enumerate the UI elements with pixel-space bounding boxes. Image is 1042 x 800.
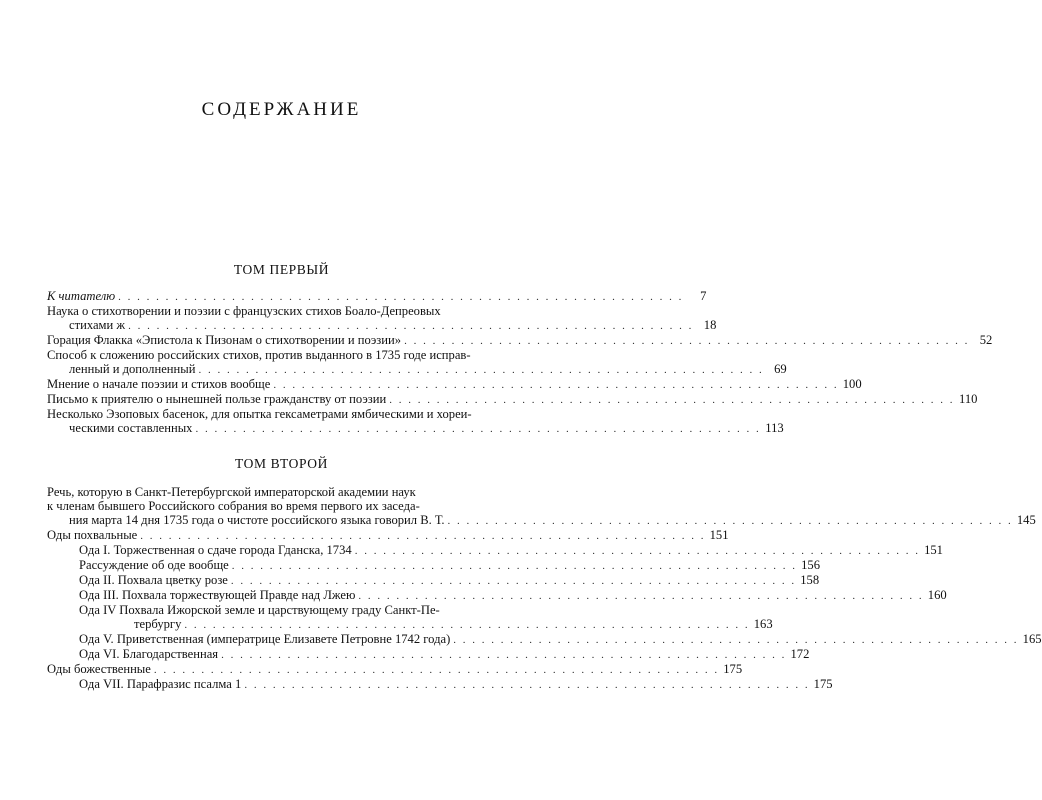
leader-dots: . . . . . . . . . . . . . . . . . . . . . . . . . . . . . . . . . . . . . . . . . . . . . . . . . . . . . . . . . . . . bbox=[389, 394, 955, 406]
leader-dots: . . . . . . . . . . . . . . . . . . . . . . . . . . . . . . . . . . . . . . . . . . . . . . . . . . . . . . . . . . . . bbox=[230, 575, 797, 587]
leader-dots: . . . . . . . . . . . . . . . . . . . . . . . . . . . . . . . . . . . . . . . . . . . . . . . . . . . . . . . . . . . . bbox=[221, 649, 787, 661]
leader-dots: . . . . . . . . . . . . . . . . . . . . . . . . . . . . . . . . . . . . . . . . . . . . . . . . . . . . . . . . . . . . bbox=[140, 530, 706, 542]
toc-page-number: 158 bbox=[800, 573, 820, 587]
toc-page-number: 69 bbox=[774, 362, 787, 376]
toc-page-number: 156 bbox=[801, 558, 820, 572]
toc-entry-line: Речь, которую в Санкт-Петербургской императорской академии наук bbox=[47, 485, 416, 499]
toc-page-number: 110 bbox=[959, 392, 978, 406]
toc-page-number: 175 bbox=[723, 662, 743, 676]
toc-entry-title: Мнение о начале поэзии и стихов вообще bbox=[47, 377, 271, 391]
toc-entry bbox=[47, 289, 707, 304]
toc-entry-title: ческими составленных bbox=[69, 421, 193, 435]
toc-entry-line: Наука о стихотворении и поэзии с французских стихов Боало-Депреовых bbox=[47, 304, 441, 318]
leader-dots: . . . . . . . . . . . . . . . . . . . . . . . . . . . . . . . . . . . . . . . . . . . . . . . . . . . . . . . . . . . . bbox=[273, 379, 839, 391]
toc-entry bbox=[47, 333, 993, 348]
leader-dots: . . . . . . . . . . . . . . . . . . . . . . . . . . . . . . . . . . . . . . . . . . . . . . . . . . . . . . . . . . . . bbox=[184, 619, 750, 631]
toc-page-number: 151 bbox=[924, 543, 943, 557]
toc-page-number: 113 bbox=[765, 421, 784, 435]
toc-entry-title: Ода III. Похвала торжествующей Правде над Лжею bbox=[79, 588, 356, 602]
leader-dots: . . . . . . . . . . . . . . . . . . . . . . . . . . . . . . . . . . . . . . . . . . . . . . . . . . . . . . . . . . . . bbox=[231, 560, 797, 572]
toc-entry-title: Ода II. Похвала цветку розе bbox=[79, 573, 228, 587]
toc-page-number: 165 bbox=[1022, 632, 1042, 646]
toc-entry-title: Ода V. Приветственная (императрице Елизавете Петровне 1742 года) bbox=[79, 632, 451, 646]
toc-page-number: 52 bbox=[979, 333, 993, 347]
toc-entry-title: ния марта 14 дня 1735 года о чистоте российского языка говорил В. Т. bbox=[69, 513, 445, 527]
leader-dots: . . . . . . . . . . . . . . . . . . . . . . . . . . . . . . . . . . . . . . . . . . . . . . . . . . . . . . . . . . . . bbox=[195, 423, 761, 435]
leader-dots: . . . . . . . . . . . . . . . . . . . . . . . . . . . . . . . . . . . . . . . . . . . . . . . . . . . . . . . . . . . . bbox=[198, 364, 764, 376]
toc-entry-title: Горация Флакка «Эпистола к Пизонам о стихотворении и поэзии» bbox=[47, 333, 402, 347]
toc-entry bbox=[47, 662, 743, 677]
toc-entry-title: Оды божественные bbox=[47, 662, 151, 676]
toc-page-number: 151 bbox=[709, 528, 729, 542]
toc-entry bbox=[47, 377, 862, 392]
volume-2-toc bbox=[47, 485, 1042, 692]
leader-dots: . . . . . . . . . . . . . . . . . . . . . . . . . . . . . . . . . . . . . . . . . . . . . . . . . . . . . . . . . . . . bbox=[447, 515, 1013, 527]
leader-dots: . . . . . . . . . . . . . . . . . . . . . . . . . . . . . . . . . . . . . . . . . . . . . . . . . . . . . . . . . . . . bbox=[153, 664, 720, 676]
toc-page-number: 145 bbox=[1016, 513, 1036, 527]
toc-entry bbox=[47, 304, 717, 333]
leader-dots: . . . . . . . . . . . . . . . . . . . . . . . . . . . . . . . . . . . . . . . . . . . . . . . . . . . . . . . . . . . . bbox=[453, 634, 1019, 646]
toc-page-number: 100 bbox=[842, 377, 862, 391]
leader-dots: . . . . . . . . . . . . . . . . . . . . . . . . . . . . . . . . . . . . . . . . . . . . . . . . . . . . . . . . . . . . bbox=[404, 335, 970, 347]
toc-entry bbox=[47, 558, 820, 573]
toc-page-number: 172 bbox=[790, 647, 810, 661]
toc-page-number: 18 bbox=[703, 318, 717, 332]
toc-entry bbox=[47, 677, 833, 692]
toc-entry-title: К читателю bbox=[47, 289, 116, 303]
volume-1-toc bbox=[47, 289, 993, 436]
toc-entry-title: ленный и дополненный bbox=[69, 362, 196, 376]
toc-entry-title: стихами ж bbox=[69, 318, 126, 332]
toc-entry-title: Ода VI. Благодарственная bbox=[79, 647, 219, 661]
toc-entry-line: Ода IV Похвала Ижорской земле и царствующему граду Санкт-Пе- bbox=[79, 603, 440, 617]
leader-dots: . . . . . . . . . . . . . . . . . . . . . . . . . . . . . . . . . . . . . . . . . . . . . . . . . . . . . . . . . . . . bbox=[358, 590, 924, 602]
leader-dots: . . . . . . . . . . . . . . . . . . . . . . . . . . . . . . . . . . . . . . . . . . . . . . . . . . . . . . . . . . . . bbox=[354, 545, 920, 557]
toc-entry-line: Несколько Эзоповых басенок, для опытка гексаметрами ямбическими и хореи- bbox=[47, 407, 472, 421]
toc-entry bbox=[47, 573, 820, 588]
page-title: СОДЕРЖАНИЕ bbox=[201, 99, 362, 120]
volume-2-title: ТОМ ВТОРОЙ bbox=[234, 456, 328, 471]
leader-dots: . . . . . . . . . . . . . . . . . . . . . . . . . . . . . . . . . . . . . . . . . . . . . . . . . . . . . . . . . . . . bbox=[128, 320, 694, 332]
toc-entry-line: к членам бывшего Российского собрания во время первого их заседа- bbox=[47, 499, 420, 513]
toc-entry-line: Способ к сложению российских стихов, против выданного в 1735 годе исправ- bbox=[47, 348, 471, 362]
toc-entry bbox=[47, 528, 729, 543]
toc-entry-title: Оды похвальные bbox=[47, 528, 138, 542]
leader-dots: . . . . . . . . . . . . . . . . . . . . . . . . . . . . . . . . . . . . . . . . . . . . . . . . . . . . . . . . . . . . bbox=[244, 679, 810, 691]
toc-entry-title: Письмо к приятелю о нынешней пользе гражданству от поэзии bbox=[47, 392, 387, 406]
toc-entry bbox=[47, 348, 787, 377]
toc-page-number: 163 bbox=[753, 617, 773, 631]
toc-entry bbox=[47, 647, 810, 662]
volume-1-title: ТОМ ПЕРВЫЙ bbox=[233, 262, 330, 277]
toc-entry bbox=[47, 603, 773, 632]
toc-entry bbox=[47, 543, 943, 558]
toc-entry-title: Ода I. Торжественная о сдаче города Гданска, 1734 bbox=[79, 543, 352, 557]
toc-page-number: 160 bbox=[927, 588, 947, 602]
toc-entry bbox=[47, 632, 1042, 647]
toc-entry-title: Рассуждение об оде вообще bbox=[79, 558, 229, 572]
toc-page-number: 7 bbox=[700, 289, 707, 303]
toc-entry-title: Ода VII. Парафразис псалма 1 bbox=[79, 677, 242, 691]
toc-entry-title: тербургу bbox=[134, 617, 182, 631]
toc-entry bbox=[47, 485, 1036, 528]
toc-entry bbox=[47, 588, 947, 603]
leader-dots: . . . . . . . . . . . . . . . . . . . . . . . . . . . . . . . . . . . . . . . . . . . . . . . . . . . . . . . . . . . . bbox=[118, 291, 684, 303]
toc-entry bbox=[47, 407, 784, 436]
toc-page-number: 175 bbox=[813, 677, 833, 691]
toc-entry bbox=[47, 392, 978, 407]
